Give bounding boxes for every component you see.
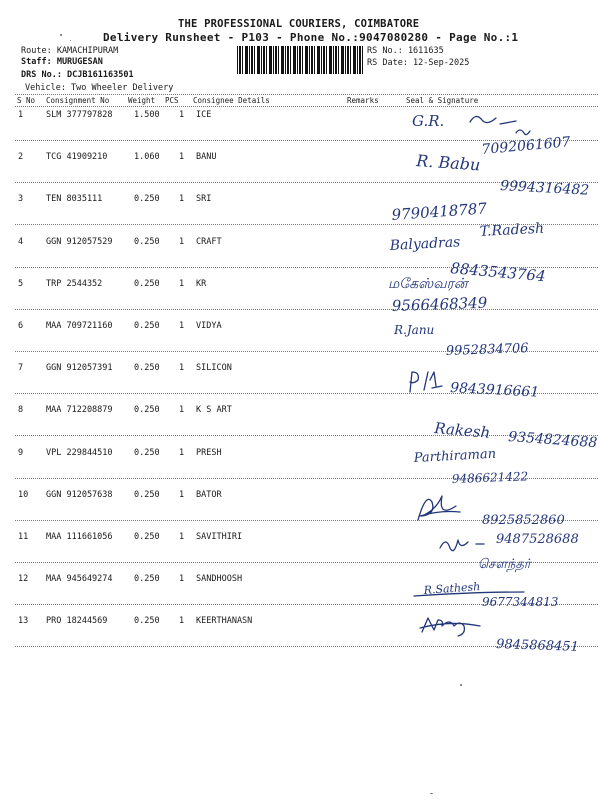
- row-sno: 12: [18, 574, 29, 585]
- signature-phone: 9843916661: [449, 380, 540, 401]
- staff-label: Staff: MURUGESAN: [21, 57, 103, 67]
- signature-phone: 9790418787: [391, 199, 488, 224]
- row-consignee: SAVITHIRI: [196, 532, 243, 542]
- row-weight: 0.250: [134, 194, 160, 205]
- row-pcs: 1: [179, 236, 185, 247]
- row-consignment-no: GGN 912057638: [46, 489, 113, 500]
- signature-text: R.Sathesh: [423, 580, 481, 597]
- signature-phone: 7092061607: [480, 134, 572, 158]
- signature-phone: 9952834706: [445, 341, 529, 359]
- row-pcs: 1: [179, 489, 185, 500]
- signature-text: மகேஸ்வரன்: [388, 276, 468, 292]
- row-consignee: K S ART: [196, 405, 232, 416]
- row-pcs: 1: [179, 447, 185, 458]
- row-consignment-no: PRO 18244569: [46, 616, 108, 627]
- signature-text: Rakesh: [433, 419, 491, 442]
- row-sno: 6: [18, 321, 24, 331]
- row-sno: 2: [18, 152, 24, 163]
- row-consignment-no: MAA 111661056: [46, 532, 113, 542]
- signature-text: R.Janu: [394, 323, 435, 337]
- signature-phone: 9354824688: [507, 429, 598, 452]
- col-pcs: PCS: [165, 96, 179, 105]
- row-weight: 1.060: [134, 152, 160, 163]
- signature-text: G.R.: [412, 112, 445, 130]
- signature-text: T.Radesh: [479, 220, 545, 240]
- row-pcs: 1: [179, 321, 185, 331]
- signature-phone: 9677344813: [482, 595, 559, 609]
- signature-text: 9486621422: [451, 469, 529, 486]
- col-remarks: Remarks: [347, 96, 379, 105]
- row-sno: 5: [18, 278, 24, 289]
- rs-number: RS No.: 1611635: [367, 46, 444, 56]
- col-sno: S No: [17, 96, 36, 105]
- row-consignment-no: VPL 229844510: [46, 447, 113, 458]
- row-weight: 0.250: [134, 532, 160, 542]
- signature-scribble: [420, 618, 480, 636]
- row-consignee: CRAFT: [196, 236, 222, 247]
- row-consignee: ICE: [196, 110, 212, 120]
- scan-speck: [460, 684, 462, 686]
- row-weight: 0.250: [134, 236, 160, 247]
- row-sno: 11: [18, 532, 29, 542]
- rs-date: RS Date: 12-Sep-2025: [367, 58, 470, 68]
- signature-phone: 8843543764: [449, 259, 547, 286]
- row-consignment-no: MAA 709721160: [46, 321, 113, 331]
- signature-phone: 8925852860: [482, 513, 565, 528]
- row-pcs: 1: [179, 278, 185, 289]
- row-consignment-no: MAA 712208879: [46, 405, 113, 416]
- row-pcs: 1: [179, 616, 185, 627]
- row-pcs: 1: [179, 532, 185, 542]
- row-consignee: SANDHOOSH: [196, 574, 243, 585]
- row-consignee: KEERTHANASN: [196, 616, 253, 627]
- row-pcs: 1: [179, 405, 185, 416]
- row-weight: 0.250: [134, 489, 160, 500]
- row-sno: 3: [18, 194, 24, 205]
- row-consignment-no: SLM 377797828: [46, 110, 113, 120]
- row-sno: 4: [18, 236, 24, 247]
- row-pcs: 1: [179, 363, 185, 374]
- signature-scribble: [440, 540, 484, 551]
- signature-phone: 9487528688: [496, 532, 579, 547]
- row-sno: 7: [18, 363, 24, 374]
- row-consignee: SRI: [196, 194, 212, 205]
- runsheet-subtitle: Delivery Runsheet - P103 - Phone No.:9047080280 - Page No.:1: [103, 31, 519, 44]
- row-consignment-no: MAA 945649274: [46, 574, 113, 585]
- row-consignee: BATOR: [196, 489, 222, 500]
- row-pcs: 1: [179, 110, 185, 120]
- row-weight: 0.250: [134, 405, 160, 416]
- row-weight: 0.250: [134, 447, 160, 458]
- vehicle-label: Vehicle: Two Wheeler Delivery: [25, 83, 174, 93]
- drs-number: DRS No.: DCJB161163501: [21, 70, 134, 80]
- signature-text: Parthiraman: [413, 446, 497, 466]
- row-sno: 1: [18, 110, 24, 120]
- row-consignment-no: TEN 8035111: [46, 194, 103, 205]
- row-consignee: BANU: [196, 152, 217, 163]
- col-consignee: Consignee Details: [193, 96, 270, 105]
- signature-scribble: [410, 372, 442, 392]
- row-consignment-no: GGN 912057529: [46, 236, 113, 247]
- col-weight: Weight: [128, 96, 156, 105]
- signature-phone: 9994316482: [499, 178, 590, 199]
- col-consignment: Consignment No: [46, 96, 110, 105]
- row-weight: 0.250: [134, 321, 160, 331]
- scan-speck: [430, 793, 433, 794]
- row-pcs: 1: [179, 194, 185, 205]
- row-sno: 9: [18, 447, 24, 458]
- row-consignment-no: TRP 2544352: [46, 278, 103, 289]
- route-label: Route: KAMACHIPURAM: [21, 46, 119, 56]
- row-sno: 8: [18, 405, 24, 416]
- signature-stroke: [516, 130, 530, 135]
- signature-phone: 9566468349: [391, 293, 488, 315]
- row-sno: 13: [18, 616, 29, 627]
- row-weight: 0.250: [134, 616, 160, 627]
- row-sno: 10: [18, 489, 29, 500]
- row-consignee: PRESH: [196, 447, 222, 458]
- company-title: THE PROFESSIONAL COURIERS, COIMBATORE: [178, 18, 420, 30]
- col-seal-signature: Seal & Signature: [406, 96, 479, 105]
- signature-text: R. Babu: [415, 151, 481, 175]
- signature-text: Balyadras: [389, 234, 461, 254]
- row-weight: 1.500: [134, 110, 160, 120]
- row-consignee: KR: [196, 278, 207, 289]
- row-weight: 0.250: [134, 574, 160, 585]
- row-consignee: SILICON: [196, 363, 232, 374]
- row-weight: 0.250: [134, 363, 160, 374]
- row-consignment-no: GGN 912057391: [46, 363, 113, 374]
- row-consignment-no: TCG 41909210: [46, 152, 108, 163]
- signature-scribble: [470, 116, 516, 124]
- signature-phone: 9845868451: [495, 637, 580, 655]
- row-weight: 0.250: [134, 278, 160, 289]
- signature-text: சௌந்தர்: [478, 557, 531, 572]
- signature-scribble: [418, 496, 460, 520]
- row-pcs: 1: [179, 152, 185, 163]
- row-pcs: 1: [179, 574, 185, 585]
- row-consignee: VIDYA: [196, 321, 222, 331]
